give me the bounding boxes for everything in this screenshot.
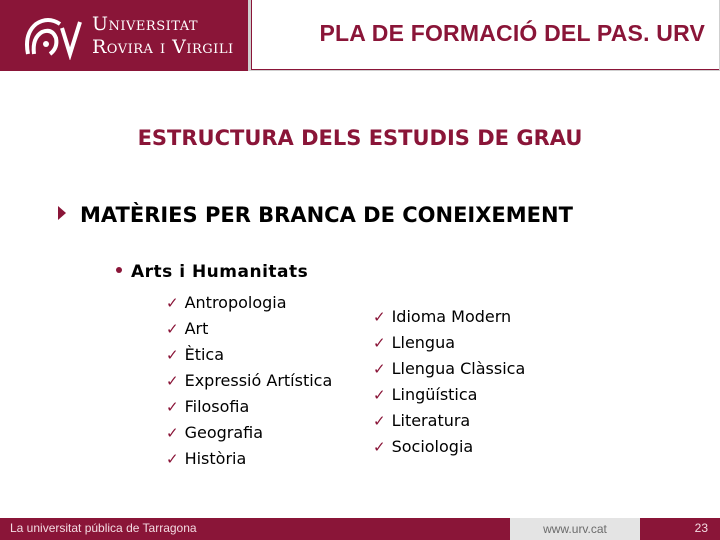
- logo-line-1: Universitat: [92, 13, 199, 35]
- subject-label: Llengua Clàssica: [391, 359, 526, 378]
- subject-item: [166, 290, 332, 316]
- check-icon: ✓: [373, 308, 386, 326]
- subject-item: [166, 342, 332, 368]
- subject-label: Lingüística: [391, 385, 478, 404]
- subject-item: [166, 420, 332, 446]
- main-heading: [58, 203, 573, 227]
- subject-label: Sociologia: [391, 437, 474, 456]
- subject-label: Literatura: [391, 411, 471, 430]
- subjects-list-left: [166, 290, 332, 472]
- check-icon: ✓: [373, 334, 386, 352]
- footer-tagline: La universitat pública de Tarragona: [10, 521, 197, 535]
- subject-item: [373, 330, 525, 356]
- check-icon: ✓: [373, 412, 386, 430]
- header-title-box: [251, 0, 719, 70]
- check-icon: ✓: [373, 386, 386, 404]
- logo-line-2: Rovira i Virgili: [92, 36, 234, 58]
- section-title: ESTRUCTURA DELS ESTUDIS DE GRAU: [137, 126, 583, 150]
- subject-item: [166, 316, 332, 342]
- subject-label: Antropologia: [184, 293, 287, 312]
- check-icon: ✓: [373, 360, 386, 378]
- check-icon: ✓: [166, 372, 179, 390]
- check-icon: ✓: [166, 398, 179, 416]
- subject-item: [373, 382, 525, 408]
- check-icon: ✓: [166, 346, 179, 364]
- subject-item: [373, 408, 525, 434]
- dot-bullet-icon: [116, 267, 122, 273]
- subject-label: Expressió Artística: [184, 371, 333, 390]
- branch-heading: [116, 262, 308, 282]
- university-logo-band: [0, 0, 248, 71]
- subject-item: [373, 356, 525, 382]
- subject-label: Llengua: [391, 333, 456, 352]
- page-number: 23: [694, 521, 708, 535]
- subject-item: [166, 394, 332, 420]
- arrow-bullet-icon: [58, 206, 66, 220]
- check-icon: ✓: [166, 320, 179, 338]
- subject-label: Filosofia: [184, 397, 250, 416]
- check-icon: ✓: [166, 294, 179, 312]
- branch-name: Arts i Humanitats: [131, 262, 309, 282]
- urv-logo-icon: [22, 14, 84, 60]
- subject-label: Art: [184, 319, 209, 338]
- subject-item: [166, 368, 332, 394]
- footer-url: www.urv.cat: [510, 518, 640, 540]
- page-title: PLA DE FORMACIÓ DEL PAS. URV: [319, 20, 705, 46]
- subject-item: [373, 304, 525, 330]
- subject-item: [373, 434, 525, 460]
- check-icon: ✓: [166, 450, 179, 468]
- check-icon: ✓: [166, 424, 179, 442]
- subject-label: Història: [184, 449, 247, 468]
- subjects-list-right: [373, 304, 525, 460]
- subject-label: Idioma Modern: [391, 307, 512, 326]
- subject-item: [166, 446, 332, 472]
- check-icon: ✓: [373, 438, 386, 456]
- subject-label: Ètica: [184, 345, 225, 364]
- university-name: [92, 13, 234, 59]
- subject-label: Geografia: [184, 423, 264, 442]
- heading-text: MATÈRIES PER BRANCA DE CONEIXEMENT: [80, 203, 573, 227]
